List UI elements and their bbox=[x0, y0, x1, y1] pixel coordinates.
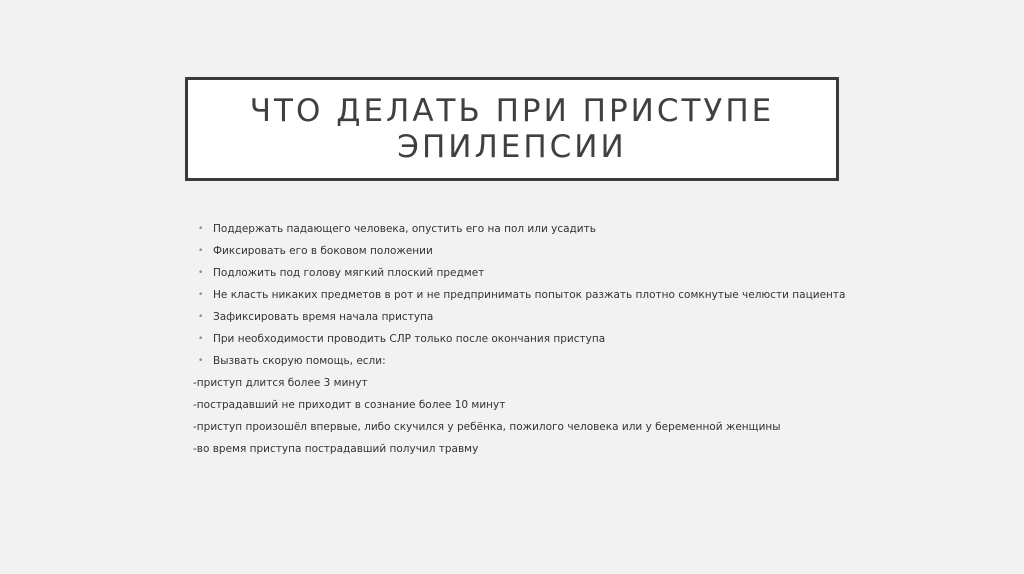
bullet-marker: • bbox=[198, 312, 204, 322]
bullet-marker: • bbox=[198, 334, 204, 344]
condition-item: -приступ произошёл впервые, либо скучился у ребёнка, пожилого человека или у беременной женщины bbox=[193, 421, 781, 433]
condition-item: -во время приступа пострадавший получил травму bbox=[193, 443, 479, 455]
bullet-marker: • bbox=[198, 290, 204, 300]
condition-list bbox=[193, 374, 993, 462]
bullet-text: Зафиксировать время начала приступа bbox=[213, 311, 434, 323]
bullet-item bbox=[193, 264, 993, 286]
bullet-text: Поддержать падающего человека, опустить его на пол или усадить bbox=[213, 223, 596, 235]
bullet-item bbox=[193, 330, 993, 352]
bullet-marker: • bbox=[198, 246, 204, 256]
bullet-text: Подложить под голову мягкий плоский предмет bbox=[213, 267, 485, 279]
bullet-marker: • bbox=[198, 224, 204, 234]
title-box bbox=[185, 77, 839, 181]
slide-title: ЧТО ДЕЛАТЬ ПРИ ПРИСТУПЕ ЭПИЛЕПСИИ bbox=[249, 93, 775, 165]
bullet-text: Не класть никаких предметов в рот и не предпринимать попыток разжать плотно сомкнутые челюсти пациента bbox=[213, 289, 846, 301]
condition-item: -приступ длится более 3 минут bbox=[193, 377, 368, 389]
bullet-text: Фиксировать его в боковом положении bbox=[213, 245, 433, 257]
bullet-marker: • bbox=[198, 356, 204, 366]
bullet-list bbox=[193, 220, 993, 374]
bullet-item bbox=[193, 242, 993, 264]
bullet-item bbox=[193, 308, 993, 330]
bullet-marker: • bbox=[198, 268, 204, 278]
bullet-item bbox=[193, 352, 993, 374]
bullet-item bbox=[193, 286, 993, 308]
bullet-text: При необходимости проводить СЛР только после окончания приступа bbox=[213, 333, 606, 345]
bullet-item bbox=[193, 220, 993, 242]
slide-content bbox=[193, 220, 993, 462]
condition-item: -пострадавший не приходит в сознание более 10 минут bbox=[193, 399, 506, 411]
bullet-text: Вызвать скорую помощь, если: bbox=[213, 355, 386, 367]
